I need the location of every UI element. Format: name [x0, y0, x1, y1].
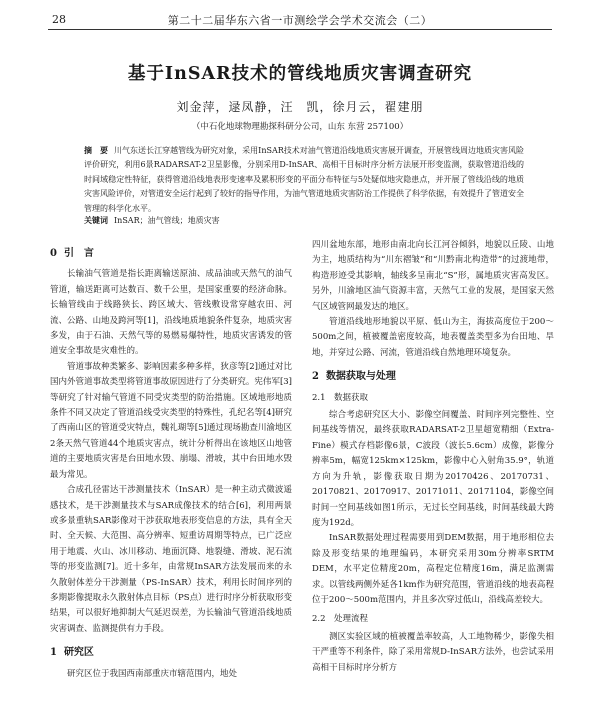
right-column [312, 238, 554, 676]
paragraph: InSAR数据处理过程需要用到DEM数据，用于地形相位去除及形变结果的地理编码，本研究采用30m分辨率SRTM DEM，水平定位精度20m，高程定位精度16m，满足监测需求。以管线两侧外延各1km作为研究范围，管道沿线的地表高程位于200～500m范围内，并且多次穿过低山，沿线高差较大。 [312, 533, 554, 605]
keywords [84, 215, 524, 226]
page-number: 28 [52, 13, 66, 26]
section-heading-introduction [50, 246, 292, 261]
header-rule [48, 29, 552, 30]
keywords-text: InSAR；油气管线；地质灾害 [114, 216, 220, 225]
subsection-heading: 2.2 处理流程 [312, 614, 369, 625]
abstract [84, 143, 524, 216]
paragraph: 管道沿线地形地貌以平原、低山为主，海拔高度位于200～500m之间，植被覆盖密度较高，地表覆盖类型多为台田地、旱地，并穿过公路、河流，管道沿线自然地理环境复杂。 [312, 317, 554, 358]
section-title: 引 言 [63, 248, 94, 259]
subsection-heading: 2.1 数据获取 [312, 392, 369, 403]
authors: 刘金萍，逯凤静，汪 凯，徐月云，翟建朋 [176, 100, 424, 114]
paragraph: 长输油气管道是指长距离输送原油、成品油或天然气的油气管道，输送距离可达数百、数千公里，是国家重要的经济命脉。长输管线由于线路狭长、跨区域大、管线敷设常穿越农田、河流、公路、山地及跨河等[1]，沿线地质地貌条件复杂，地质灾害多发，由于石油、天然气等的易燃易爆特性，地质灾害诱发的管道安全事故是灾难性的。 [50, 269, 292, 357]
section-number: 0 [50, 248, 57, 259]
section-number: 2 [312, 371, 319, 383]
section-title: 研究区 [63, 647, 94, 659]
paragraph: 研究区位于我国西南部重庆市辖范围内，地处 [67, 668, 238, 679]
paragraph: 测区实验区域的植被覆盖率较高，人工地物稀少，影像失相干严重等不利条件，除了采用常规D-InSAR方法外，也尝试采用高相干目标时序分析方 [312, 631, 554, 673]
section-heading-data [312, 369, 554, 384]
section-title: 数据获取与处理 [325, 371, 396, 383]
running-header: 第二十二届华东六省一市测绘学会学术交流会（二） [167, 14, 433, 27]
paragraph: 合成孔径雷达干涉测量技术（InSAR）是一种主动式微波遥感技术，是干涉测量技术与SAR成像技术的结合[6]，利用两景或多景重轨SAR影像对干涉获取地表形变信息的方法，具有全天时、全天候、大范围、高分辨率、短重访周期等特点，已广泛应用于地震、火山、冰川移动、地面沉降、地裂缝、滑坡、泥石流等的形变监测[7]。近十多年，由常规InSAR方法发展而来的永久散射体差分干涉测量（PS-InSAR）技术，利用长时间序列的多期影像提取永久散射体点目标（PS点）进行时序分析获取形变结果，可以很好地抑制大气延迟误差，为长输油气管道沿线地质灾害调查、监测提供有力手段。 [50, 485, 292, 634]
left-column [50, 238, 292, 682]
paragraph: 四川盆地东部，地形由南北向长江河谷倾斜，地貌以丘陵、山地为主，地质结构为“川东褶皱”和“川黔南北构造带”的过渡地带，构造形迹受其影响，轴线多呈南北“S”形，属地质灾害高发区。另外，川渝地区油气资源丰富，天然气工业的发展，是国家天然气区域管网最发达的地区。 [312, 240, 554, 312]
paragraph: 管道事故种类繁多、影响因素多种多样，狄彦等[2]通过对比国内外管道事故类型将管道事故原因进行了分类研究。宪伟军[3]等研究了针对输气管道不同受灾类型的防治措施。区域地形地质条件不同又决定了管道沿线受灾类型的特殊性，孔纪名等[4]研究了西南山区的管道受灾特点，魏礼瑚等[5]通过现场勘查川渝地区2条天然气管道44个地质灾害点，统计分析得出在该地区山地管道的主要地质灾害是台田地水毁、崩塌、滑坡，其中台田地水毁最为常见。 [50, 361, 292, 480]
abstract-label: 摘 要 [84, 145, 109, 155]
affiliation: （中石化地球物理勘探科研分公司，山东 东营 257100） [191, 122, 409, 132]
keywords-label: 关键词 [84, 215, 108, 225]
abstract-text: 川气东送长江穿越管线为研究对象，采用InSAR技术对油气管道沿线地质灾害展开调查，开展管线周边地质灾害风险评价研究，利用6景RADARSAT-2卫星影像，分别采用D-InSAR、高相干目标时序分析方法展开形变监测，获取管道沿线的时间域稳定性特征，获得管道沿线地表形变速率及累积形变的平面分布特征与5处疑似地灾隐患点，并开展了管线沿线的地质灾害风险评价，对管道安全运行起到了较好的指导作用，为油气管道地质灾害防治工作提供了科学依据，有效提升了管道安全管理的科学化水平。 [84, 146, 525, 213]
section-heading-study-area [50, 645, 292, 660]
section-number: 1 [50, 647, 57, 659]
paper-title: 基于InSAR技术的管线地质灾害调查研究 [127, 64, 473, 84]
paragraph: 综合考虑研究区大小、影像空间覆盖、时间序列完整性、空间基线等情况，最终获取RADARSAT-2卫星超宽精细（Extra-Fine）模式存档影像6景，C波段（波长5.6cm）成像，影像分辨率5m，幅宽125km×125km，影像中心入射角35.9°，轨道方向为升轨，影像获取日期为20170426、20170731、20170821、20170917、20171011、20171104，影像空间时间一空间基线如图1所示，无过长空间基线，时间基线最大跨度为192d。 [312, 410, 554, 528]
